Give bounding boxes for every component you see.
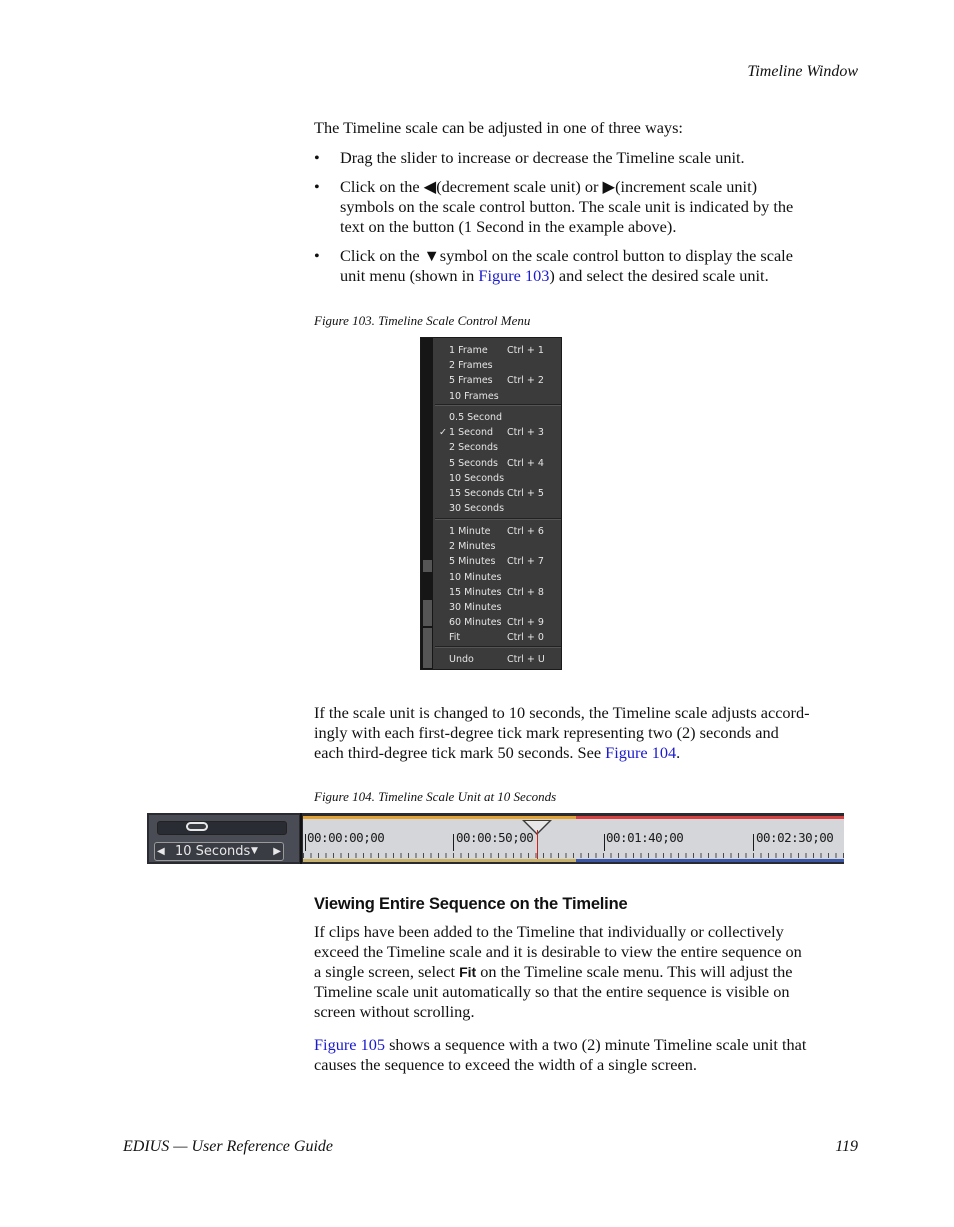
section-heading: Viewing Entire Sequence on the Timeline [314, 895, 628, 913]
menu-item-shortcut: Ctrl + 2 [507, 375, 544, 387]
menu-item[interactable] [449, 554, 561, 569]
figure-103-link[interactable]: Figure 103 [478, 266, 550, 285]
menu-item[interactable] [449, 501, 561, 516]
bullet-dot: • [314, 148, 320, 167]
running-header: Timeline Window [747, 63, 858, 80]
menu-item[interactable] [449, 630, 561, 645]
menu-separator [435, 404, 561, 406]
panel-divider [300, 813, 302, 864]
scale-slider-knob[interactable] [186, 822, 208, 831]
menu-side-strip [421, 338, 433, 669]
menu-item-shortcut: Ctrl + 1 [507, 345, 544, 356]
track-strip [303, 859, 576, 862]
text-span: Click on the [340, 177, 424, 196]
menu-item[interactable] [449, 373, 561, 388]
menu-item-shortcut: Ctrl + 5 [507, 488, 544, 499]
menu-item[interactable] [449, 600, 561, 615]
text-span: (increment scale unit) [615, 177, 758, 196]
text-span: text on the button (1 Second in the example above). [340, 217, 677, 236]
text-span: unit menu (shown in [340, 266, 479, 285]
track-strip [576, 859, 844, 862]
text-span: (decrement scale unit) or [436, 177, 603, 196]
text-span: Timeline scale unit automatically so that the entire sequence is visible on [314, 982, 790, 1001]
timecode-label: 00:02:30;00 [756, 830, 834, 845]
text-span: ) and select the desired scale unit. [549, 266, 769, 285]
text-span: ingly with each first-degree tick mark representing two (2) seconds and [314, 723, 779, 742]
left-triangle-icon[interactable]: ◀ [157, 846, 165, 857]
strip-block [423, 560, 432, 572]
menu-item[interactable] [449, 471, 561, 486]
menu-item-label: 1 Frame [449, 345, 488, 356]
menu-item[interactable] [449, 389, 561, 404]
menu-item-shortcut: Ctrl + 6 [507, 526, 544, 537]
render-range-bar [576, 816, 844, 819]
menu-item-label: 10 Minutes [449, 571, 502, 583]
menu-item-shortcut: Ctrl + 7 [507, 556, 544, 568]
text-span: Click on the [340, 246, 424, 265]
menu-item[interactable] [449, 358, 561, 373]
minor-ticks [303, 853, 844, 858]
menu-item-shortcut: Ctrl + 0 [507, 632, 544, 644]
figure-105-paragraph [314, 1035, 859, 1075]
menu-item-label: 10 Seconds [449, 472, 505, 484]
menu-item-label: 2 Frames [449, 360, 493, 372]
figure-105-link[interactable]: Figure 105 [314, 1035, 385, 1054]
menu-item-shortcut: Ctrl + 3 [507, 427, 544, 439]
bullet-text [340, 246, 859, 286]
text-span: causes the sequence to exceed the width of a single screen. [314, 1055, 697, 1074]
menu-separator [435, 518, 561, 520]
bullet-dot: • [314, 177, 320, 196]
menu-item-label: 15 Seconds [449, 488, 505, 499]
intro-paragraph: The Timeline scale can be adjusted in one of three ways: [314, 118, 683, 137]
bullet-item-increment [314, 177, 859, 237]
text-span: symbol on the scale control button to display the scale [439, 246, 793, 265]
text-span: a single screen, select [314, 962, 460, 981]
menu-item[interactable] [439, 425, 561, 440]
fit-keyword: Fit [459, 964, 477, 980]
menu-item[interactable] [449, 539, 561, 554]
menu-item-label: 60 Minutes [449, 617, 502, 629]
text-span: exceed the Timeline scale and it is desirable to view the entire sequence on [314, 942, 802, 961]
strip-block [423, 628, 432, 668]
menu-separator [435, 646, 561, 648]
menu-item-label: 5 Minutes [449, 556, 496, 568]
fit-paragraph [314, 922, 859, 1022]
menu-item-shortcut: Ctrl + U [507, 654, 545, 665]
menu-item-label: 5 Frames [449, 375, 493, 387]
figure-103-caption: Figure 103. Timeline Scale Control Menu [314, 313, 531, 328]
timecode-label: 00:00:00;00 [307, 830, 385, 845]
scale-paragraph [314, 703, 859, 763]
timecode-label: 00:00:50;00 [456, 830, 534, 845]
menu-item-label: 15 Minutes [449, 586, 502, 598]
text-span: on the Timeline scale menu. This will adjust the [476, 962, 793, 981]
major-tick [753, 834, 754, 851]
major-tick [305, 834, 306, 851]
menu-item-label: Fit [449, 632, 461, 644]
scale-slider-track[interactable] [157, 821, 287, 835]
menu-item-label: 1 Minute [449, 526, 491, 537]
menu-item-label: 5 Seconds [449, 457, 498, 469]
menu-item-label: 10 Frames [449, 390, 499, 402]
menu-item-shortcut: Ctrl + 8 [507, 586, 544, 598]
major-tick [604, 834, 605, 851]
menu-item[interactable] [449, 440, 561, 455]
text-span: If the scale unit is changed to 10 seconds, the Timeline scale adjusts accord- [314, 703, 810, 722]
menu-item[interactable] [449, 456, 561, 471]
menu-item[interactable] [449, 615, 561, 630]
down-triangle-icon: ▼ [423, 246, 440, 265]
footer-title: EDIUS — User Reference Guide [123, 1138, 334, 1155]
bullet-text [340, 177, 859, 237]
scale-button-label: 10 Seconds [175, 844, 251, 859]
left-triangle-icon: ◀ [423, 177, 437, 196]
menu-item-label: 1 Second [449, 427, 494, 439]
menu-item[interactable] [449, 343, 561, 358]
in-out-range-bar [303, 816, 576, 819]
menu-item-label: Undo [449, 654, 474, 665]
menu-item-label: 2 Seconds [449, 442, 498, 454]
timeline-scale-menu [420, 337, 562, 670]
right-triangle-icon: ▶ [602, 177, 616, 196]
scale-control-panel [149, 815, 299, 862]
menu-item-label: 2 Minutes [449, 541, 496, 553]
menu-item-label: 30 Minutes [449, 602, 502, 613]
text-span: If clips have been added to the Timeline that individually or collectively [314, 922, 784, 941]
chevron-down-icon[interactable]: ▼ [251, 846, 258, 856]
text-span: shows a sequence with a two (2) minute Timeline scale unit that [385, 1035, 807, 1054]
checkmark-icon: ✓ [439, 427, 447, 439]
scale-control-button[interactable] [154, 842, 284, 861]
timeline-ruler[interactable] [303, 816, 844, 862]
figure-104-link[interactable]: Figure 104 [605, 743, 677, 762]
figure-104-caption: Figure 104. Timeline Scale Unit at 10 Seconds [314, 789, 557, 804]
page-number: 119 [835, 1138, 858, 1155]
menu-item[interactable] [449, 585, 561, 600]
right-triangle-icon[interactable]: ▶ [273, 846, 281, 857]
menu-item[interactable] [449, 486, 561, 501]
bullet-text: Drag the slider to increase or decrease the Timeline scale unit. [340, 148, 745, 167]
text-span: . [676, 743, 681, 762]
menu-item-label: 30 Seconds [449, 503, 505, 515]
menu-item[interactable] [449, 524, 561, 539]
major-tick [453, 834, 454, 851]
bullet-item-menu [314, 246, 859, 286]
timecode-label: 00:01:40;00 [606, 830, 684, 845]
menu-item-shortcut: Ctrl + 4 [507, 457, 544, 469]
menu-item-shortcut: Ctrl + 9 [507, 617, 544, 629]
text-span: screen without scrolling. [314, 1002, 475, 1021]
strip-block [423, 600, 432, 626]
text-span: symbols on the scale control button. The scale unit is indicated by the [340, 197, 794, 216]
timeline-scale-figure [147, 813, 844, 864]
menu-item[interactable] [449, 570, 561, 585]
text-span: each third-degree tick mark 50 seconds. See [314, 743, 606, 762]
bullet-dot: • [314, 246, 320, 265]
menu-item-label: 0.5 Second [449, 412, 503, 423]
bullet-item-slider [314, 148, 859, 168]
menu-item[interactable] [449, 652, 561, 667]
menu-item[interactable] [449, 410, 561, 425]
playhead-line [537, 830, 538, 859]
